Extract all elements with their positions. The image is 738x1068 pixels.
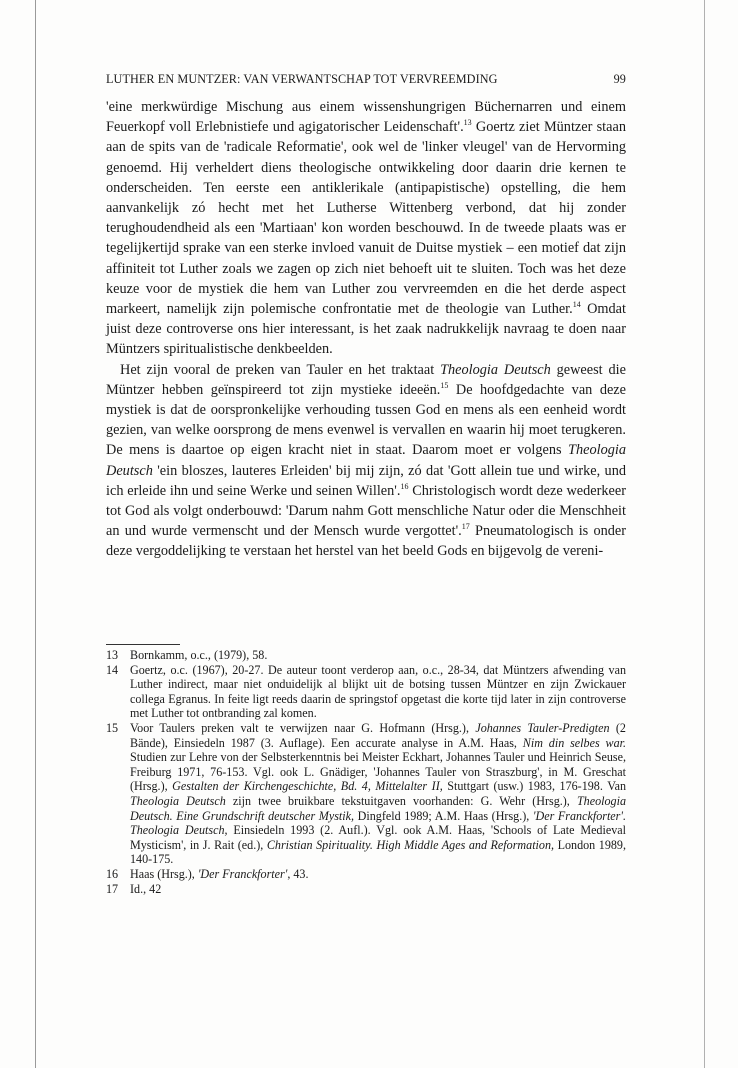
footnote-13: 13 Bornkamm, o.c., (1979), 58. [106, 648, 268, 662]
footnote-15: 15 Voor Taulers preken valt te verwijzen naar G. Hofmann (Hrsg.), Johannes Tauler-Predigten (2 Bände), Einsiedeln 1987 (3. Auflage). Een accurate analyse in A.M. Haas, Nim din selbes war. Studien zur Lehre von der Selbsterkenntnis bei Meister Eckhart, Johannes Tauler und Heinrich Seuse, Freiburg 1971, 76-153. Vgl. ook L. Gnädiger, 'Johannes Tauler von Straszburg', in M. Greschat (Hrsg.), Gestalten der Kirchengeschichte, Bd. 4, Mittelalter II, Stuttgart (usw.) 1983, 176-198. Van Theologia Deutsch zijn twee bruikbare tekstuitgaven voorhanden: G. Wehr (Hrsg.), Theologia Deutsch. Eine Grundschrift deutscher Mystik, Dingfeld 1989; A.M. Haas (Hrsg.), 'Der Franckforter'. Theologia Deutsch, Einsiedeln 1993 (2. Aufl.). Vgl. ook A.M. Haas, 'Schools of Late Medieval Mysticism', in J. Rait (ed.), Christian Spirituality. High Middle Ages and Reformation, London 1989, 140-175. [106, 720, 627, 867]
body-text [106, 97, 626, 562]
footnotes [106, 648, 626, 896]
running-head [106, 72, 626, 87]
page-edge-left [35, 0, 36, 1068]
page-edge-right [704, 0, 705, 1068]
footnote-ref-13: 13 [463, 118, 472, 128]
footnote-14: 14 Goertz, o.c. (1967), 20-27. De auteur toont verderop aan, o.c., 28-34, dat Müntzers afwending van Luther indirect, maar niet onduidelijk al blijkt uit de botsing tussen Müntzer en zijn Zwickauer collega Egranus. In feite ligt reeds daarin de springstof opgetast die korte tijd later in zijn controverse met Luther tot ontbranding zal komen. [106, 662, 626, 721]
footnote-17: 17 Id., 42 [106, 881, 162, 896]
paragraph-2: Het zijn vooral de preken van Tauler en het traktaat Theologia Deutsch geweest die Müntzer hebben geïnspireerd tot zijn mystieke ideeën.$^{15}$ De hoofdgedachte van deze mystiek is dat de oorspronkelijke verhouding tussen God en mens als een eenheid wordt gezien, van welke oorsprong de mens evenwel is vervallen en waarin hij moet terugkeren. De mens is daartoe op eigen kracht niet in staat. Daarom moet er volgens Theologia Deutsch 'ein bloszes, lauteres Erleiden' bij mij zijn, zó dat 'Gott allein tue und wirke, und ich erleide ihn und seine Werke und seinen Willen'.$^{16}$ Christologisch wordt deze wederkeer tot God als volgt onderbouwd: 'Darum nahm Gott menschliche Natur oder die Menschheit an und wurde vermenscht und der Mensch wurde vergottet'.$^{17}$ Pneumatologisch is onder deze vergoddelijking te verstaan het herstel van het beeld Gods en bijgevolg de vereni- [106, 361, 627, 560]
paragraph-1: 'eine merkwürdige Mischung aus einem wissenshungrigen Büchernarren und einem Feuerkopf voll Erlebnistiefe und agigatorischer Leidenschaft'.$^{13}$ Goertz ziet Müntzer staan aan de spits van de 'radicale Reformatie', ook wel de 'linker vleugel' van de Hervorming genoemd. Hij verheldert diens theologische ontwikkeling door daarin drie kernen te onderscheiden. Ten eerste een antiklerikale (antipapistische) opstelling, die hem aanvankelijk zó hecht met het Lutherse Wittenberg verbond, dat hij zonder terughoudendheid als een 'Martiaan' kon worden beschouwd. In de tweede plaats was er tegelijkertijd sprake van een sterke invloed vanuit de Duitse mystiek – een motief dat zijn affiniteit tot Luther zoals we zagen op zich niet behoeft uit te sluiten. Toch was het deze keuze voor de mystiek die hem van Luther zou vervreemden en die het derde aspect markeert, namelijk zijn polemische confrontatie met de theologie van Luther.$^{14}$ Omdat juist deze controverse ons hier interessant, is het zaak nadrukkelijk navraag te doen naar Müntzers spiritualistische denkbeelden. [106, 99, 626, 358]
footnote-rule [106, 644, 180, 645]
footnote-ref-15: 15 [440, 381, 449, 391]
footnote-ref-16: 16 [400, 482, 409, 492]
footnote-16: 16 Haas (Hrsg.), 'Der Franckforter', 43. [106, 866, 309, 881]
running-title: LUTHER EN MUNTZER: VAN VERWANTSCHAP TOT VERVREEMDING [106, 72, 498, 86]
footnote-ref-14: 14 [572, 300, 581, 310]
page-number: 99 [613, 72, 626, 86]
footnote-ref-17: 17 [461, 522, 470, 532]
